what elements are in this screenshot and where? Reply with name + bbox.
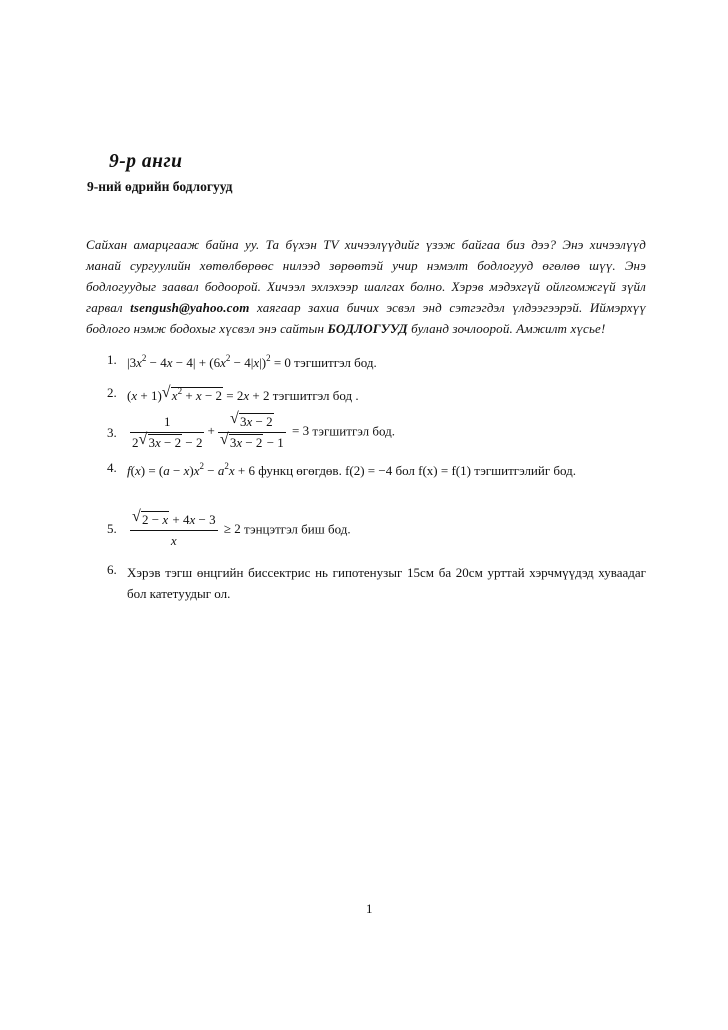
problem-body <box>127 460 646 481</box>
problem-body <box>127 385 646 406</box>
intro-paragraph <box>86 234 646 339</box>
problem-body <box>127 412 646 453</box>
contact-email[interactable]: tsengush@yahoo.com <box>130 300 250 315</box>
page-title: 9-р анги <box>109 151 183 172</box>
problem-body <box>127 352 646 373</box>
math-expression: $f(x) = (a - x)x^2 - a^2x + 6$ <box>127 461 255 478</box>
problem-number: 3. <box>107 425 117 440</box>
intro-text-end: буланд зочлоорой. Амжилт хүсье! <box>411 321 606 336</box>
page-subtitle: 9-ний өдрийн бодлогууд <box>87 179 233 194</box>
math-expression: √ 2 − x + 4x − 3 x ≥ 2 <box>132 508 244 548</box>
problem-text: тэгшитгэл бод. <box>312 423 395 439</box>
math-expression: 1 2 √ 3x − 2 − 2 + √ 3x − 2 √ 3x − 2 − 1 = 3 <box>132 410 313 450</box>
problem-number: 5. <box>107 521 117 536</box>
problem-number: 4. <box>107 460 117 475</box>
page-number: 1 <box>366 901 373 916</box>
problem-text: функц өгөгдөв. f(2) = −4 бол f(x) = f(1) тэгшитгэлийг бод. <box>258 463 577 478</box>
problem-body <box>127 510 646 551</box>
problem-text: тэгшитгэл бод . <box>272 388 359 403</box>
problem-number: 6. <box>107 562 117 577</box>
problem-text: Хэрэв тэгш өнцгийн биссектрис нь гипотенузыг 15см ба 20см урттай хэрчмүүдэд хуваадаг бол катетуудыг ол. <box>127 565 646 601</box>
math-expression: $|3x^2 - 4x - 4| + (6x^2 - 4|x|)^2 = 0$ <box>127 353 291 370</box>
problem-text: тэнцэтгэл биш бод. <box>243 521 351 537</box>
problem-number: 2. <box>107 385 117 400</box>
intro-text: Сайхан амарцгааж байна уу. Та бүхэн TV хичээлүүдийг үзэж байгаа биз дээ? Энэ хичээлүүд манай сургуулийн хөтөлбөрөөс нилээд зөрөөтэй учир нэмэлт бодлогууд өгөлөө шүү. Энэ бодлогуудыг заавал бодоорой. Хичээл эхлэхээр шалгах болно. Хэрэв мэдэхгүй ойлгомжгүй зүйл гарвал <box>86 237 646 315</box>
math-expression: (x + 1) √ $x^2 + x - 2 = 2x + 2$ <box>127 384 270 403</box>
problem-number: 1. <box>107 352 117 367</box>
intro-text-continued: хаягаар захиа бичих эсвэл энд сэтгэгдэл үлдээгээрэй. Иймэрхүү бодлого нэмж бодохыг хүсвэл энэ сайтын <box>86 300 646 336</box>
problem-text: тэгшитгэл бод. <box>294 355 377 370</box>
section-name: БОДЛОГУУД <box>327 321 408 336</box>
